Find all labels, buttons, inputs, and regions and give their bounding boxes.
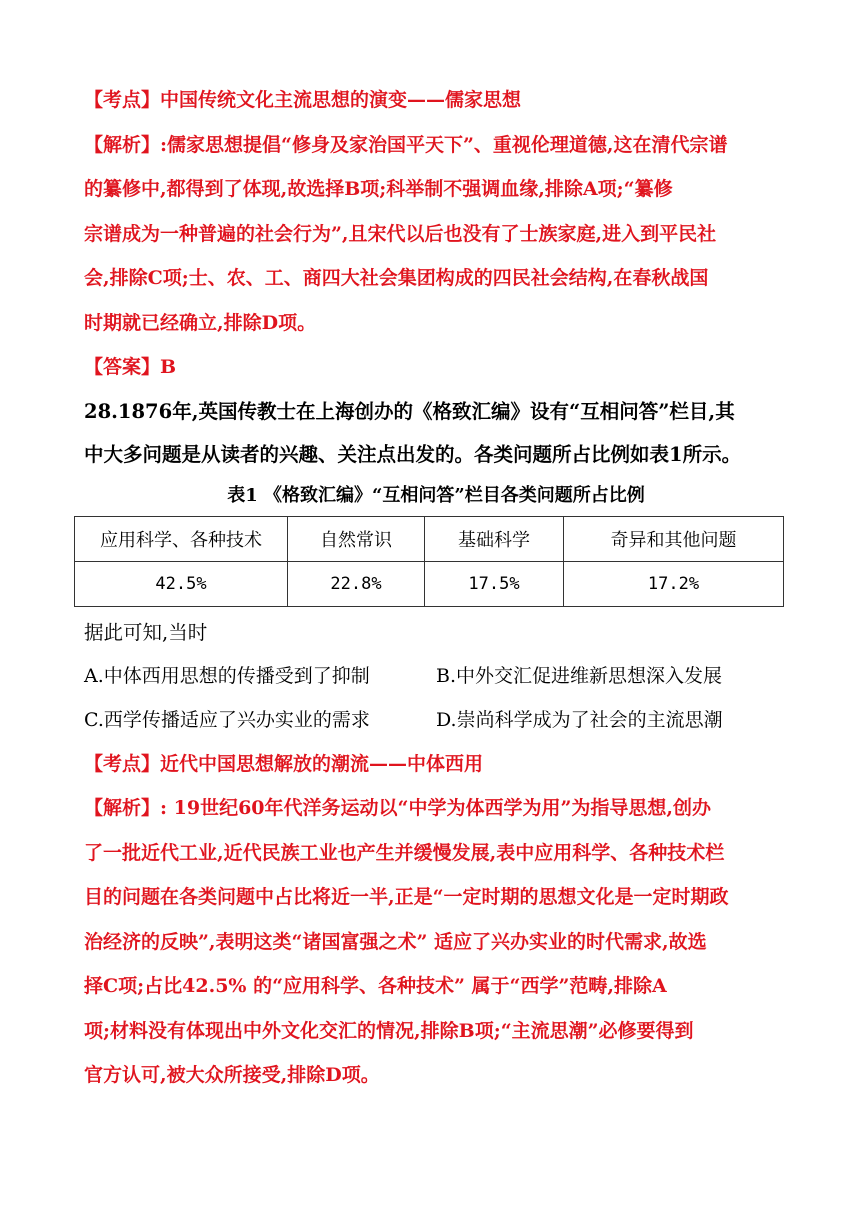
question-line-2: 中大多问题是从读者的兴趣、关注点出发的。各类问题所占比例如表1所示。 <box>84 442 742 466</box>
jiexi-2-line-3: 目的问题在各类问题中占比将近一半,正是“一定时期的思想文化是一定时期政 <box>84 886 729 908</box>
table-value-cell: 17.2% <box>564 561 784 606</box>
answer-1: 【答案】B <box>84 356 177 378</box>
jiexi-1-line-4: 会,排除C项;士、农、工、商四大社会集团构成的四民社会结构,在春秋战国 <box>84 267 709 289</box>
options-row-2 <box>84 698 788 742</box>
jiexi-1-line-2: 的纂修中,都得到了体现,故选择B项;科举制不强调血缘,排除A项;“纂修 <box>84 178 673 200</box>
ratio-table <box>74 516 784 607</box>
table-value-row <box>75 561 784 606</box>
table-caption: 表1 《格致汇编》“互相问答”栏目各类问题所占比例 <box>227 484 645 506</box>
table-value-cell: 42.5% <box>75 561 288 606</box>
options-row-1 <box>84 654 788 698</box>
table-header-cell: 基础科学 <box>425 516 564 561</box>
jiexi-2-line-1: 【解析】: 19世纪60年代洋务运动以“中学为体西学为用”为指导思想,创办 <box>84 797 711 819</box>
table-header-cell: 自然常识 <box>288 516 425 561</box>
table-header-cell: 奇异和其他问题 <box>564 516 784 561</box>
jiexi-1-line-1: 【解析】:儒家思想提倡“修身及家治国平天下”、重视伦理道德,这在清代宗谱 <box>84 133 728 156</box>
question-stem: 据此可知,当时 <box>84 620 208 644</box>
option-d: D.崇尚科学成为了社会的主流思潮 <box>436 708 723 731</box>
document-page <box>84 78 788 1098</box>
jiexi-2-line-6: 项;材料没有体现出中外文化交汇的情况,排除B项;“主流思潮”必修要得到 <box>84 1019 694 1042</box>
jiexi-2-line-2: 了一批近代工业,近代民族工业也产生并缓慢发展,表中应用科学、各种技术栏 <box>84 841 725 864</box>
jiexi-1-line-5: 时期就已经确立,排除D项。 <box>84 311 317 334</box>
kaodian-2: 【考点】近代中国思想解放的潮流——中体西用 <box>84 752 484 775</box>
jiexi-2-line-5: 择C项;占比42.5% 的“应用科学、各种技术” 属于“西学”范畴,排除A <box>84 975 667 997</box>
table-header-row <box>75 516 784 561</box>
table-header-cell: 应用科学、各种技术 <box>75 516 288 561</box>
option-a: A.中体西用思想的传播受到了抑制 <box>84 664 370 687</box>
table-value-cell: 17.5% <box>425 561 564 606</box>
question-line-1: 28.1876年,英国传教士在上海创办的《格致汇编》设有“互相问答”栏目,其 <box>84 399 735 423</box>
table-value-cell: 22.8% <box>288 561 425 606</box>
jiexi-2-line-4: 治经济的反映”,表明这类“诸国富强之术” 适应了兴办实业的时代需求,故选 <box>84 930 707 953</box>
jiexi-1-line-3: 宗谱成为一种普遍的社会行为”,且宋代以后也没有了士族家庭,进入到平民社 <box>84 222 717 245</box>
option-c: C.西学传播适应了兴办实业的需求 <box>84 708 370 731</box>
kaodian-1: 【考点】中国传统文化主流思想的演变——儒家思想 <box>84 89 522 111</box>
jiexi-2-line-7: 官方认可,被大众所接受,排除D项。 <box>84 1064 380 1086</box>
option-b: B.中外交汇促进维新思想深入发展 <box>436 664 723 687</box>
